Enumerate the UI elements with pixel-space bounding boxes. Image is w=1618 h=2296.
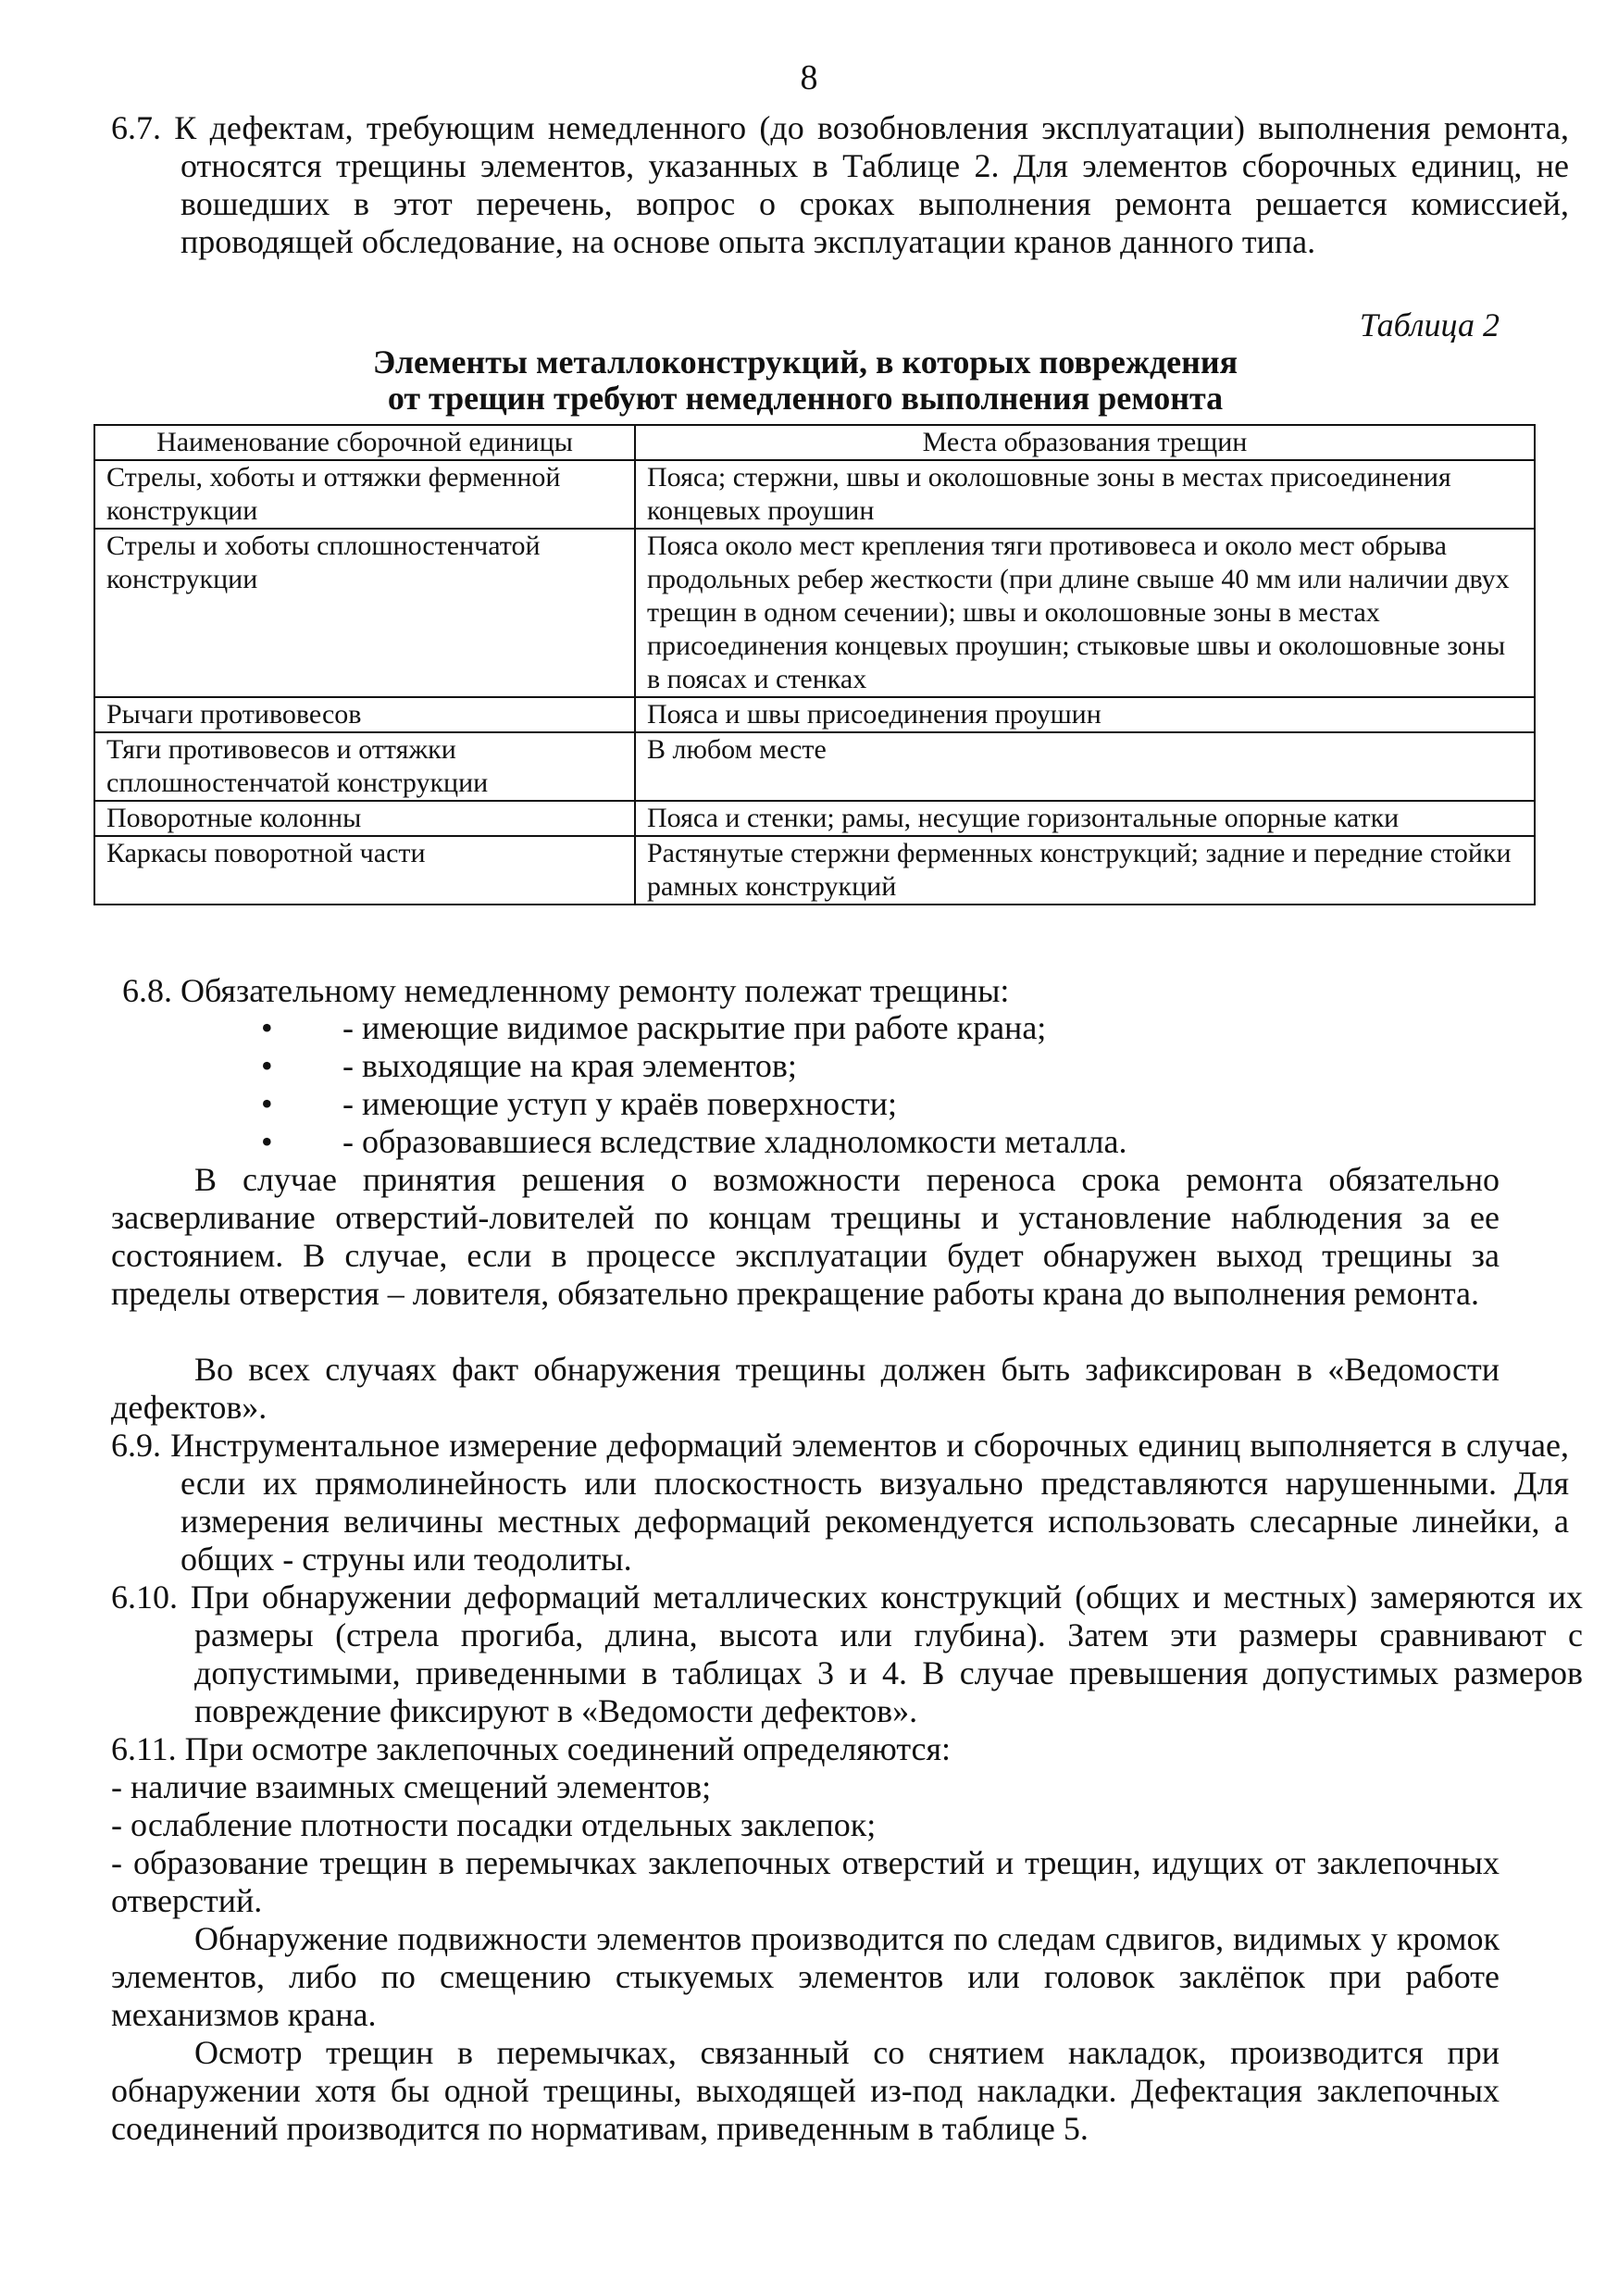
paragraph-6-7: 6.7. К дефектам, требующим немедленного (до возобновления эксплуатации) выполнения ремонта, относятся трещины элементов, указанных в Таблице 2. Для элементов сборочных единиц, не вошедших в этот перечень, вопрос о сроках выполнения ремонта решается комиссией, проводящей обследование, на основе опыта эксплуатации кранов данного типа.: [111, 109, 1569, 260]
table-cell-unit: Стрелы и хоботы сплошностенчатой конструкции: [94, 529, 635, 697]
bullet-icon: •: [261, 1085, 273, 1122]
paragraph-6-8: 6.8. Обязательному немедленному ремонту полежат трещины:: [122, 972, 1010, 1009]
paragraph-6-11: 6.11. При осмотре заклепочных соединений определяются:: [111, 1730, 952, 1767]
table-cell-unit: Стрелы, хоботы и оттяжки ферменной конструкции: [94, 460, 635, 529]
table-title: [111, 344, 1500, 417]
list-item: - наличие взаимных смещений элементов;: [111, 1768, 712, 1805]
bullet-icon: •: [261, 1123, 273, 1160]
bullet-icon: •: [261, 1009, 273, 1046]
bullet-text: - выходящие на края элементов;: [342, 1047, 797, 1084]
table-cell-location: Растянутые стержни ферменных конструкций; задние и передние стойки рамных конструкций: [635, 836, 1535, 905]
paragraph-6-10: 6.10. При обнаружении деформаций металлических конструкций (общих и местных) замеряются их размеры (стрела прогиба, длина, высота или глубина). Затем эти размеры сравнивают с допустимыми, приведенными в таблицах 3 и 4. В случае превышения допустимых размеров повреждение фиксируют в «Ведомости дефектов».: [111, 1578, 1583, 1729]
table-header-row: [94, 425, 1535, 460]
table-header-cell: Места образования трещин: [635, 425, 1535, 460]
table-row: [94, 836, 1535, 905]
paragraph-6-9: 6.9. Инструментальное измерение деформаций элементов и сборочных единиц выполняется в случае, если их прямолинейность или плоскостность визуально представляются нарушенными. Для измерения величины местных деформаций рекомендуется использовать слесарные линейки, а общих - струны или теодолиты.: [111, 1427, 1569, 1578]
list-item: - ослабление плотности посадки отдельных заклепок;: [111, 1806, 877, 1843]
table-row: [94, 460, 1535, 529]
table-cell-location: Пояса около мест крепления тяги противовеса и около мест обрыва продольных ребер жесткости (при длине свыше 40 мм или наличии двух трещин в одном сечении); швы и околошовные зоны в местах присоединения концевых проушин; стыковые швы и околошовные зоны в поясах и стенках: [635, 529, 1535, 697]
table-title-line-2: от трещин требуют немедленного выполнения ремонта: [387, 380, 1224, 417]
table-row: [94, 529, 1535, 697]
table-header-cell: Наименование сборочной единицы: [94, 425, 635, 460]
table-cell-location: Пояса и стенки; рамы, несущие горизонтальные опорные катки: [635, 801, 1535, 836]
page-number: 8: [800, 58, 818, 97]
table-cell-unit: Рычаги противовесов: [94, 697, 635, 732]
table-title-line-1: Элементы металлоконструкций, в которых повреждения: [372, 343, 1238, 381]
table-cell-location: В любом месте: [635, 732, 1535, 801]
table-cell-unit: Тяги противовесов и оттяжки сплошностенчатой конструкции: [94, 732, 635, 801]
list-item: - образование трещин в перемычках заклепочных отверстий и трещин, идущих от заклепочных отверстий.: [111, 1844, 1500, 1919]
paragraph-6-11-mobility: Обнаружение подвижности элементов производится по следам сдвигов, видимых у кромок элементов, либо по смещению стыкуемых элементов или головок заклёпок при работе механизмов крана.: [111, 1920, 1500, 2033]
bullet-text: - имеющие видимое раскрытие при работе крана;: [342, 1009, 1047, 1046]
paragraph-6-11-inspection: Осмотр трещин в перемычках, связанный со снятием накладок, производится при обнаружении хотя бы одной трещины, выходящей из-под накладки. Дефектация заклепочных соединений производится по нормативам, приведенным в таблице 5.: [111, 2034, 1500, 2147]
table-cell-unit: Поворотные колонны: [94, 801, 635, 836]
table-cell-location: Пояса и швы присоединения проушин: [635, 697, 1535, 732]
defects-table: [93, 424, 1536, 905]
paragraph-6-8-record: Во всех случаях факт обнаружения трещины должен быть зафиксирован в «Ведомости дефектов».: [111, 1351, 1500, 1426]
table-caption: Таблица 2: [1359, 306, 1500, 343]
table-row: [94, 801, 1535, 836]
bullet-text: - образовавшиеся вследствие хладноломкости металла.: [342, 1123, 1127, 1160]
table-cell-unit: Каркасы поворотной части: [94, 836, 635, 905]
table-row: [94, 732, 1535, 801]
bullet-text: - имеющие уступ у краёв поверхности;: [342, 1085, 897, 1122]
table-cell-location: Пояса; стержни, швы и околошовные зоны в местах присоединения концевых проушин: [635, 460, 1535, 529]
bullet-icon: •: [261, 1047, 273, 1084]
paragraph-6-8-repair-deferral: В случае принятия решения о возможности переноса срока ремонта обязательно засверливание отверстий-ловителей по концам трещины и установление наблюдения за ее состоянием. В случае, если в процессе эксплуатации будет обнаружен выход трещины за пределы отверстия – ловителя, обязательно прекращение работы крана до выполнения ремонта.: [111, 1161, 1500, 1312]
table-row: [94, 697, 1535, 732]
